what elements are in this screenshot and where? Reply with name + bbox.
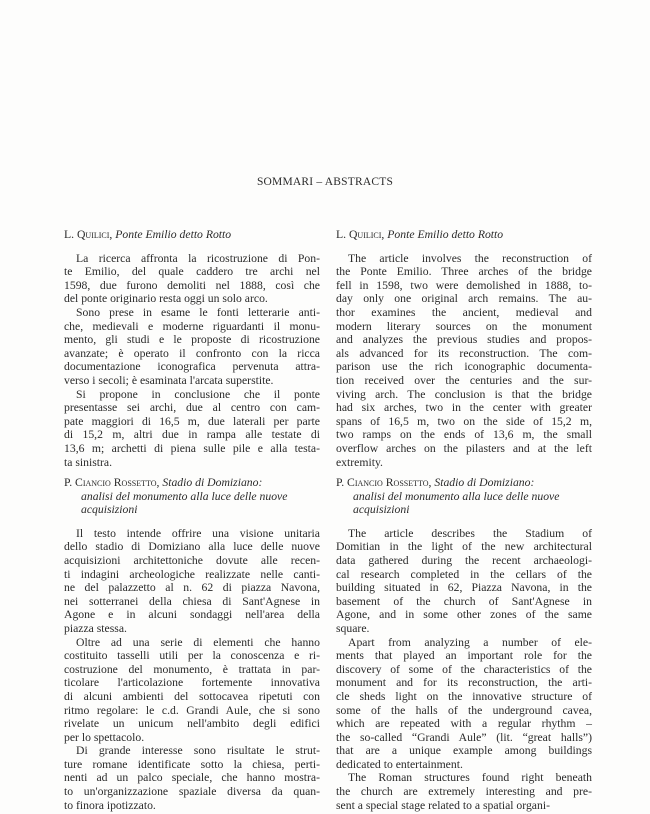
text-line: square. — [336, 621, 370, 635]
byline-first-line — [336, 476, 592, 490]
text-line: thor examines the ancient, medieval and — [336, 305, 592, 319]
text-line: 1598, due furono demoliti nel 1888, così che — [64, 278, 320, 292]
abstract-section — [336, 228, 592, 469]
text-line: Il testo intende offrire una visione unitaria — [76, 526, 320, 540]
abstract-section — [64, 228, 320, 469]
abstract-byline — [336, 228, 592, 242]
abstract-body — [336, 252, 592, 470]
abstract-byline — [64, 476, 320, 517]
article-title-continued: acquisizioni — [81, 503, 138, 517]
text-line: viving arch. The conclusion is that the bridge — [336, 387, 592, 401]
article-title: Stadio di Domiziano: — [434, 476, 535, 489]
text-line: dello stadio di Domiziano alla luce delle nuove — [64, 540, 320, 554]
text-line: extremity. — [336, 455, 383, 469]
text-line: parison use the rich iconographic documenta- — [336, 360, 592, 374]
text-line: ments that played an important role for the — [336, 649, 592, 663]
text-line: presentasse sei archi, due al centro con cam- — [64, 401, 320, 415]
text-line: ticolare l'articolazione fortemente innovativa — [64, 676, 320, 690]
text-line: to finora ipotizzato. — [64, 798, 156, 812]
abstract-paragraph — [336, 771, 592, 812]
abstract-body — [336, 527, 592, 812]
text-line: dedicated to entertainment. — [336, 757, 463, 771]
text-line: di 15,2 m, altri due in rampa alle testate di — [64, 428, 320, 442]
text-line: di alcuni ambienti del sottocavea ripetuti con — [64, 689, 320, 703]
text-line: piazza stessa. — [64, 621, 127, 635]
abstract-paragraph — [64, 744, 320, 812]
text-line: nenti ad un palco speciale, che hanno mostra- — [64, 771, 320, 785]
text-line: the so-called “Grandi Aule” (lit. “great halls”) — [336, 730, 592, 744]
text-line: overflow arches on the pilasters and at the left — [336, 441, 592, 455]
text-line: verso i secoli; è esaminata l'arcata superstite. — [64, 373, 274, 387]
text-line: Di grande interesse sono risultate le strut- — [76, 744, 320, 758]
text-line: 13,6 m; archetti di piena sulle pile e alla testa- — [64, 441, 320, 455]
text-line: pate maggiori di 16,5 m, due laterali per parte — [64, 414, 320, 428]
abstract-section — [336, 476, 592, 812]
text-line: two ramps on the ends of 13,6 m, the small — [336, 428, 592, 442]
text-line: basement of the church of Sant'Agnese in — [336, 594, 592, 608]
text-line: costituito tasselli utili per la conoscenza e ri- — [64, 649, 320, 663]
author-name: L. Quilici, — [64, 228, 113, 241]
article-title-continued: analisi del monumento alla luce delle nuove — [81, 489, 288, 503]
text-line: ta sinistra. — [64, 455, 113, 469]
text-line: ture romane identificate sotto la chiesa, perti- — [64, 757, 320, 771]
text-line: nei sotterranei della chiesa di Sant'Agnese in — [64, 594, 320, 608]
text-line: Si propone in conclusione che il ponte — [76, 387, 320, 401]
text-line: that are a unique example among buildings — [336, 744, 592, 758]
text-line: costruzione del monumento, è trattata in par- — [64, 662, 320, 676]
text-line: per lo spettacolo. — [64, 730, 145, 744]
text-line: mento, gli studi e le proposte di ricostruzione — [64, 333, 320, 347]
text-line: ne del palazzetto al n. 62 di piazza Navona, — [64, 581, 320, 595]
text-line: acquisizioni architettoniche dovute alle recen- — [64, 553, 320, 567]
text-line: rivelate un unicum nell'ambito degli edifici — [64, 717, 320, 731]
page-heading: SOMMARI – ABSTRACTS — [256, 176, 394, 188]
author-name: L. Quilici, — [336, 228, 385, 241]
abstract-paragraph — [64, 252, 320, 306]
text-line: Agone, and in some other zones of the same — [336, 608, 592, 622]
abstract-paragraph — [336, 527, 592, 636]
text-line: del ponte originario resta oggi un solo arco. — [64, 292, 268, 306]
abstract-byline — [64, 228, 320, 242]
abstract-section — [64, 476, 320, 812]
text-line: to un'organizzazione spaziale diversa da quan- — [64, 785, 320, 799]
text-line: The article involves the reconstruction of — [348, 251, 592, 265]
text-line: sent a special stage related to a spatial organi- — [336, 798, 550, 812]
text-line: ti indagini archeologiche realizzate nelle canti- — [64, 567, 320, 581]
text-line: discovery of some of the characteristics of the — [336, 662, 592, 676]
byline-first-line — [64, 228, 320, 242]
text-line: spans of 16,5 m, two on the side of 15,2 m, — [336, 414, 592, 428]
abstract-paragraph — [336, 636, 592, 772]
author-name: P. Ciancio Rossetto, — [336, 476, 432, 489]
text-line: data gathered during the recent archaeologi- — [336, 553, 592, 567]
text-line: the Ponte Emilio. Three arches of the bridge — [336, 265, 592, 279]
abstract-paragraph — [64, 527, 320, 636]
abstract-paragraph — [64, 636, 320, 745]
byline-first-line — [64, 476, 320, 490]
text-line: documentazione iconografica pervenuta attra- — [64, 360, 320, 374]
text-line: modern literary sources on the monument — [336, 319, 592, 333]
text-line: Agone e in alcuni sondaggi nell'area della — [64, 608, 320, 622]
text-line: had six arches, two in the center with greater — [336, 401, 592, 415]
text-line: Apart from analyzing a number of ele- — [348, 635, 592, 649]
author-name: P. Ciancio Rossetto, — [64, 476, 160, 489]
text-line: fell in 1598, two were demolished in 1888, to- — [336, 278, 592, 292]
abstract-body — [64, 527, 320, 812]
article-title: Ponte Emilio detto Rotto — [115, 228, 232, 241]
text-line: cle sheds light on the innovative structure of — [336, 689, 592, 703]
abstract-paragraph — [64, 306, 320, 388]
text-line: some of the halls of the underground cavea, — [336, 703, 592, 717]
abstract-body — [64, 252, 320, 470]
text-line: che, medievali e moderne riguardanti il monu- — [64, 319, 320, 333]
text-line: Oltre ad una serie di elementi che hanno — [76, 635, 320, 649]
text-line: La ricerca affronta la ricostruzione di Pon- — [76, 251, 320, 265]
text-line: te Emilio, del quale caddero tre archi nel — [64, 265, 320, 279]
article-title: Stadio di Domiziano: — [162, 476, 263, 489]
abstract-paragraph — [336, 252, 592, 470]
article-title-continued: acquisizioni — [353, 503, 410, 517]
abstract-byline — [336, 476, 592, 517]
text-line: The Roman structures found right beneath — [348, 771, 592, 785]
article-title-continued: analisi del monumento alla luce delle nuove — [353, 489, 560, 503]
byline-first-line — [336, 228, 592, 242]
text-line: monument and for its reconstruction, the arti- — [336, 676, 592, 690]
text-line: building situated in 62, Piazza Navona, in the — [336, 581, 592, 595]
text-line: tion received over the centuries and the sur- — [336, 373, 592, 387]
text-line: day only one original arch remains. The au- — [336, 292, 592, 306]
text-line: the church are extremely interesting and pre- — [336, 785, 592, 799]
text-line: als advanced for its reconstruction. The com- — [336, 346, 592, 360]
article-title: Ponte Emilio detto Rotto — [387, 228, 504, 241]
abstract-paragraph — [64, 388, 320, 470]
text-line: Domitian in the light of the new architectural — [336, 540, 592, 554]
text-line: avanzate; è operato il confronto con la ricca — [64, 346, 320, 360]
text-line: The article describes the Stadium of — [348, 526, 592, 540]
text-line: and analyzes the previous studies and propos- — [336, 333, 592, 347]
text-line: ritmo regolare: le c.d. Grandi Aule, che si sono — [64, 703, 320, 717]
text-line: cal research completed in the cellars of the — [336, 567, 592, 581]
text-line: which are repeated with a regular rhythm – — [336, 717, 592, 731]
text-line: Sono prese in esame le fonti letterarie anti- — [76, 305, 320, 319]
